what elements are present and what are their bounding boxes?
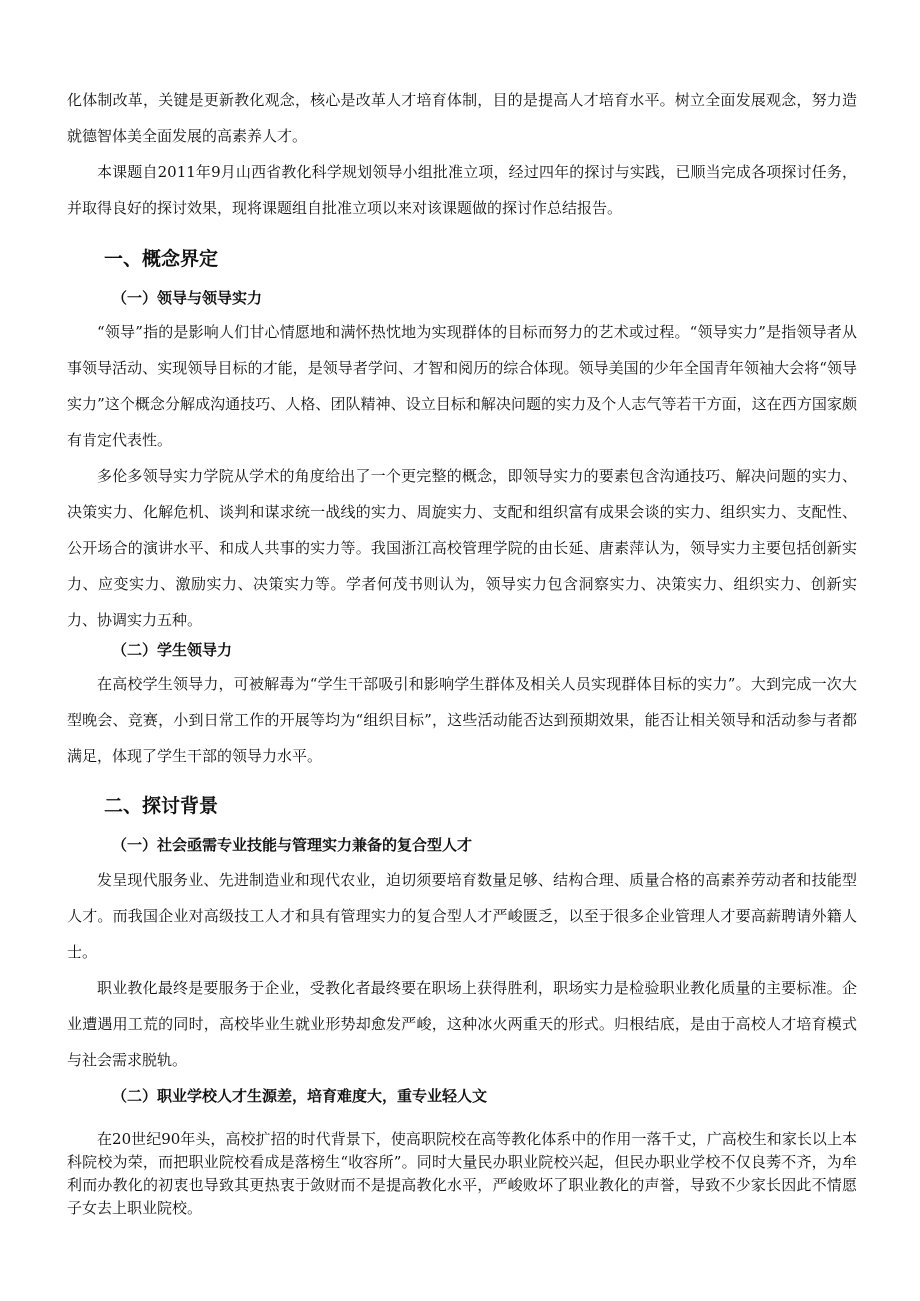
paragraph-leadership-elements: 多伦多领导实力学院从学术的角度给出了一个更完整的概念，即领导实力的要素包含沟通技巧、解决问题的实力、决策实力、化解危机、谈判和谋求统一战线的实力、周旋实力、支配和组织富有成果会谈的实力、组织实力、支配性、公开场合的演讲水平、和成人共事的实力等。我国浙江高校管理学院的由长延、唐素萍认为，领导实力主要包括创新实力、应变实力、激励实力、决策实力等。学者何茂书则认为，领导实力包含洞察实力、决策实力、组织实力、创新实力、协调实力五种。 — [67, 467, 857, 629]
subsection-title-student-leadership: （二）学生领导力 — [112, 641, 233, 659]
subsection-title-vocational-students: （二）职业学校人才生源差，培育难度大，重专业轻人文 — [112, 1087, 488, 1105]
paragraph-student-leadership: 在高校学生领导力，可被解毒为“学生干部吸引和影响学生群体及相关人员实现群体目标的实力”。大到完成一次大型晚会、竞赛，小到日常工作的开展等均为“组织目标”，这些活动能否达到预期效果，能否让相关领导和活动参与者都满足，体现了学生干部的领导力水平。 — [67, 675, 857, 765]
section-title-concepts: 一、概念界定 — [104, 248, 219, 270]
paragraph-intro-tail: 化体制改革，关键是更新教化观念，核心是改革人才培育体制，目的是提高人才培育水平。树立全面发展观念，努力造就德智体美全面发展的高素养人才。 — [67, 91, 857, 145]
section-title-background: 二、探讨背景 — [104, 795, 219, 817]
paragraph-compound-talent: 发呈现代服务业、先进制造业和现代农业，迫切须要培育数量足够、结构合理、质量合格的高素养劳动者和技能型人才。而我国企业对高级技工人才和具有管理实力的复合型人才严峻匮乏，以至于很多企业管理人才要高薪聘请外籍人士。 — [67, 871, 857, 961]
subsection-title-leadership: （一）领导与领导实力 — [112, 289, 263, 307]
paragraph-vocational-education: 职业教化最终是要服务于企业，受教化者最终要在职场上获得胜利，职场实力是检验职业教化质量的主要标准。企业遭遇用工荒的同时，高校毕业生就业形势却愈发严峻，这种冰火两重天的形式。归根结底，是由于高校人才培育模式与社会需求脱轨。 — [67, 979, 857, 1069]
paragraph-leadership-definition: “领导”指的是影响人们甘心情愿地和满怀热忱地为实现群体的目标而努力的艺术或过程。“领导实力”是指领导者从事领导活动、实现领导目标的才能，是领导者学问、才智和阅历的综合体现。领导美国的少年全国青年领袖大会将“领导实力”这个概念分解成沟通技巧、人格、团队精神、设立目标和解决问题的实力及个人志气等若干方面，这在西方国家颇有肯定代表性。 — [67, 323, 857, 449]
subsection-title-compound-talent: （一）社会亟需专业技能与管理实力兼备的复合型人才 — [112, 836, 473, 854]
paragraph-vocational-history: 在20世纪90年头，高校扩招的时代背景下，使高职院校在高等教化体系中的作用一落千丈，广高校生和家长以上本科院校为荣，而把职业院校看成是落榜生“收容所”。同时大量民办职业院校兴起，但民办职业学校不仅良莠不齐，为牟利而办教化的初衷也导致其更热衷于敛财而不是提高教化水平，严峻败坏了职业教化的声誉，导致不少家长因此不情愿子女去上职业院校。 — [67, 1130, 857, 1217]
paragraph-project-overview: 本课题自2011年9月山西省教化科学规划领导小组批准立项，经过四年的探讨与实践，已顺当完成各项探讨任务，并取得良好的探讨效果，现将课题组自批准立项以来对该课题做的探讨作总结报告。 — [67, 163, 857, 217]
